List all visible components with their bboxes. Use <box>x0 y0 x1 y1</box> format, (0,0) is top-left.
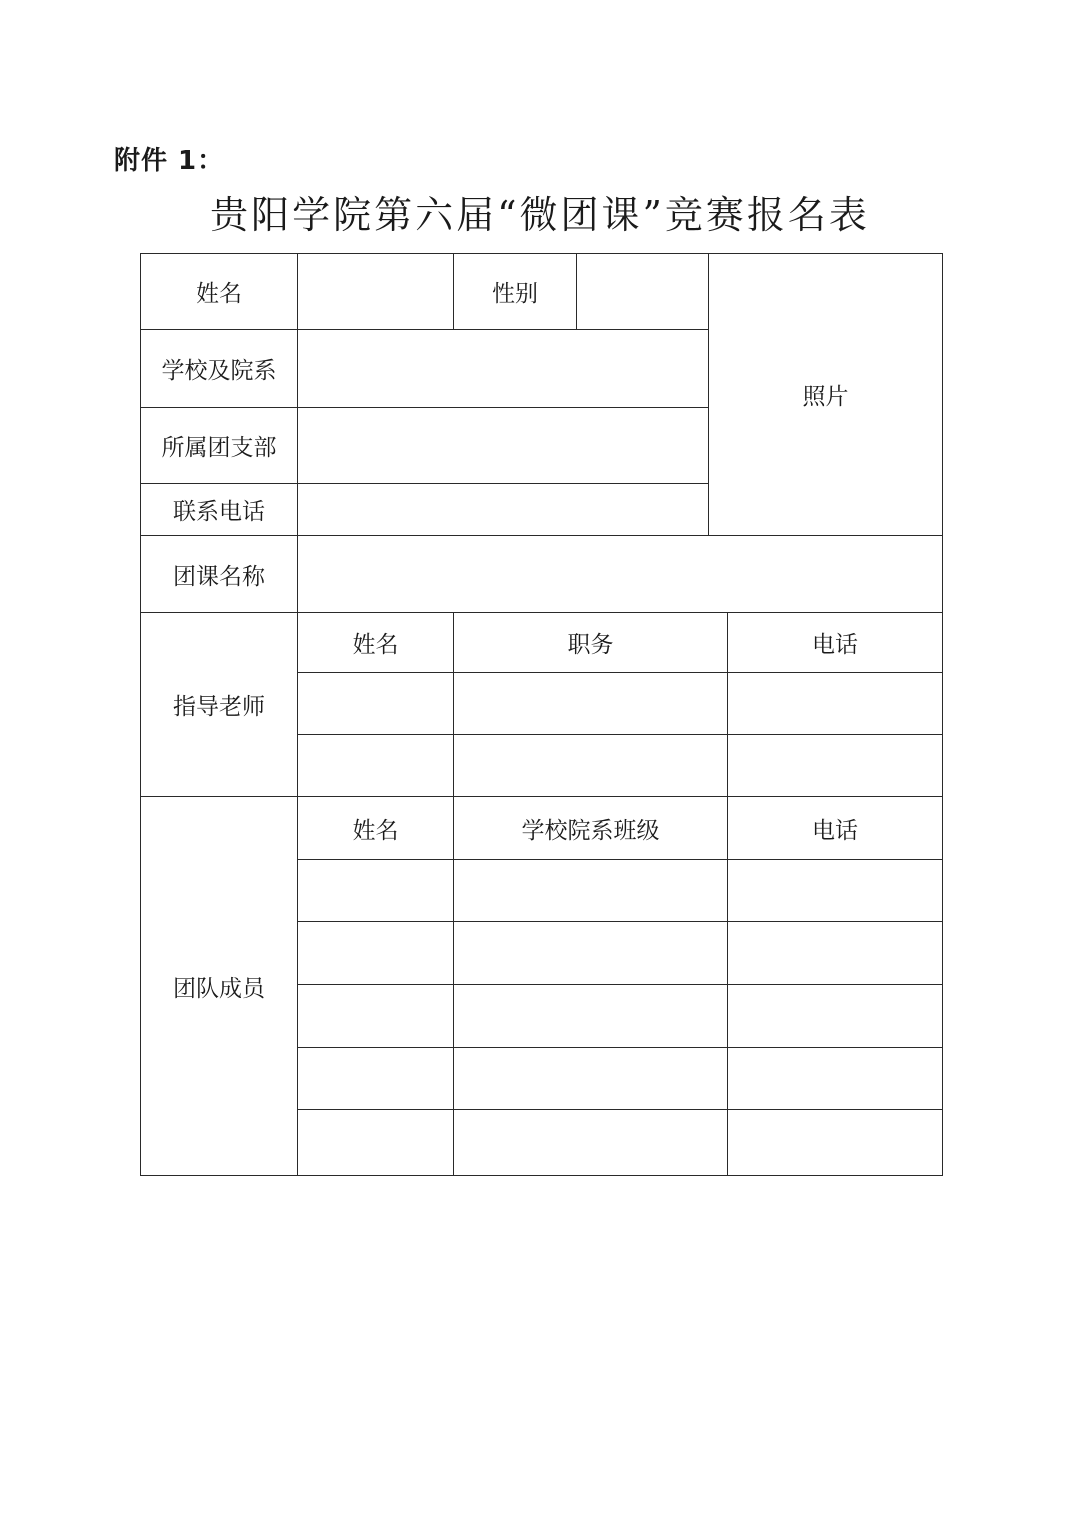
course-name-label: 团课名称 <box>141 536 298 613</box>
team-school-class-cell[interactable] <box>454 860 728 922</box>
advisor-position-cell[interactable] <box>454 735 728 797</box>
team-phone-cell[interactable] <box>728 860 943 922</box>
team-name-cell[interactable] <box>298 860 454 922</box>
gender-field[interactable] <box>577 254 709 330</box>
advisor-position-cell[interactable] <box>454 673 728 735</box>
gender-label: 性别 <box>454 254 577 330</box>
course-name-field[interactable] <box>298 536 943 613</box>
team-school-class-cell[interactable] <box>454 1110 728 1176</box>
name-label: 姓名 <box>141 254 298 330</box>
school-label: 学校及院系 <box>141 330 298 408</box>
advisor-phone-cell[interactable] <box>728 735 943 797</box>
team-name-cell[interactable] <box>298 922 454 985</box>
advisor-col-phone: 电话 <box>728 613 943 673</box>
phone-field[interactable] <box>298 484 709 536</box>
advisor-name-cell[interactable] <box>298 673 454 735</box>
team-school-class-cell[interactable] <box>454 1048 728 1110</box>
phone-label: 联系电话 <box>141 484 298 536</box>
team-col-school-class: 学校院系班级 <box>454 797 728 860</box>
team-name-cell[interactable] <box>298 985 454 1048</box>
team-school-class-cell[interactable] <box>454 985 728 1048</box>
team-phone-cell[interactable] <box>728 922 943 985</box>
team-phone-cell[interactable] <box>728 1110 943 1176</box>
team-name-cell[interactable] <box>298 1110 454 1176</box>
school-field[interactable] <box>298 330 709 408</box>
advisor-col-name: 姓名 <box>298 613 454 673</box>
team-school-class-cell[interactable] <box>454 922 728 985</box>
team-name-cell[interactable] <box>298 1048 454 1110</box>
team-label: 团队成员 <box>141 797 298 1176</box>
photo-box[interactable]: 照片 <box>709 254 943 536</box>
advisor-label: 指导老师 <box>141 613 298 797</box>
attachment-label: 附件 1： <box>114 146 225 176</box>
branch-field[interactable] <box>298 408 709 484</box>
registration-form-table <box>140 253 943 1176</box>
team-phone-cell[interactable] <box>728 1048 943 1110</box>
team-phone-cell[interactable] <box>728 985 943 1048</box>
advisor-name-cell[interactable] <box>298 735 454 797</box>
form-title: 贵阳学院第六届“微团课”竞赛报名表 <box>210 193 870 237</box>
team-col-phone: 电话 <box>728 797 943 860</box>
advisor-col-position: 职务 <box>454 613 728 673</box>
team-col-name: 姓名 <box>298 797 454 860</box>
branch-label: 所属团支部 <box>141 408 298 484</box>
advisor-phone-cell[interactable] <box>728 673 943 735</box>
name-field[interactable] <box>298 254 454 330</box>
